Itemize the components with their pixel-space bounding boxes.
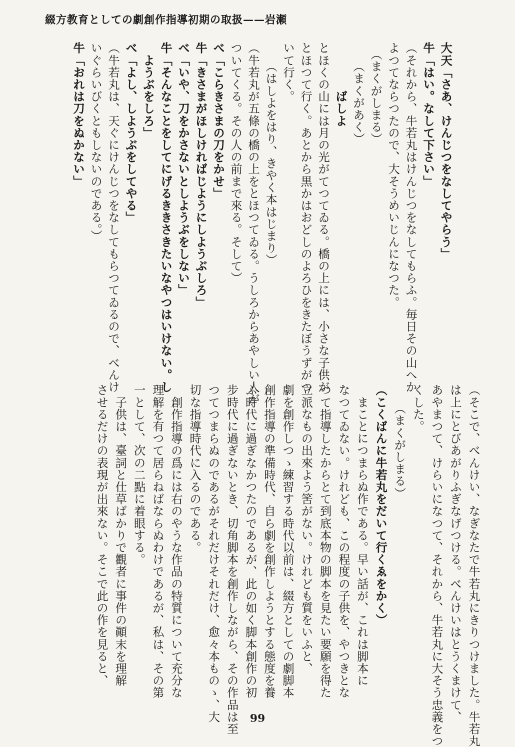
text-column: （まくがしまる） (393, 384, 408, 500)
text-column: べ「よし、しようぶをしてやる」 (124, 42, 139, 224)
text-column: なつてゐない。けれども、この程度の子供を、やつきとな (337, 384, 352, 699)
text-column: （まくがしまる） (369, 42, 384, 146)
text-column: 理解を有つて居らねばならぬわけであるが、私は、その第 (151, 384, 166, 699)
text-column: くした。 (411, 384, 426, 433)
running-header: 綴方教育としての劇創作指導初期の取扱——岩瀬 (45, 14, 287, 26)
text-column: （そこで、べんけい、なぎなたで牛若丸にきりつけました。牛若丸 (467, 384, 482, 747)
text-column: は上にとびあがりふぎなげつける。べんけいはとうくまけて、 (448, 384, 463, 723)
page-number: 99 (249, 712, 266, 725)
text-column: 牛「そんなことをしてにげるききさきたいなやつはいけない。し (159, 42, 174, 393)
text-column: ようぶをしろ」 (142, 42, 157, 139)
text-column: つて指導したからとて到底本物の脚本を見たい要願を得た (318, 384, 333, 699)
text-column: ばしよ (334, 42, 349, 127)
text-column: 牛「はい。なして下さい」 (422, 42, 437, 188)
text-column: 劇を創作しつゝ練習する時代以前は、綴方としての劇脚本 (281, 384, 296, 699)
text-column: （まくがあく） (352, 42, 367, 146)
text-column: いぐらいびくともしないのである。） (89, 42, 104, 242)
text-column: （牛若丸が五條の橋の上をとほつてゐる。うしろからあやしい人が (247, 42, 262, 405)
text-column: ふ時代に過ぎなかつたのであるが、此の如く脚本創作の初 (244, 384, 259, 699)
section-divider (70, 378, 450, 379)
text-column: 大天「さあ、けんじつをなしてやらう」 (439, 42, 454, 260)
text-column: あやまつて、けらいになつて、それから、牛若丸に大そう忠義をつ (430, 384, 445, 747)
text-column: 牛「おれは刀をぬかない」 (72, 42, 87, 188)
text-column: ついてくる。その人の前まで來る。そして） (229, 42, 244, 284)
text-column: とほくの山には月の光がてつてゐる。橋の上には、小さな子供が (317, 42, 332, 393)
text-column: させるだけの表現が出來ない。そこで此の作を見ると、 (95, 384, 110, 687)
text-column: 牛「きさまがほしければじようにしようぶしろ」 (194, 42, 209, 309)
text-column: 切な指導時代に入るのである。 (188, 384, 203, 554)
text-column: とほつて行く。あとから黒かはおどしのよろひをきたぼうずがつ (299, 42, 314, 393)
text-column: いて行く。 (282, 42, 297, 103)
text-column: つてつまらぬのであるがそれだけそれだけ、愈々本ものゝ、大 (207, 384, 222, 723)
text-column: よつてならつたので、大そうめいじんになつた。 (387, 42, 402, 309)
text-column: （こくばんに牛若丸をだいて行くゑをかく） (374, 384, 389, 626)
text-column: 步時代に過ぎないとき、切角脚本を創作しながら、その作品は至 (225, 384, 240, 735)
text-column: べ「こらきさまの刀をかせ」 (212, 42, 227, 200)
text-column: 創作指導の準備時代、自ら劇を創作しようとする態度を養 (262, 384, 277, 699)
text-column: 立派なもの出來よう筈がない。けれども質をいふと、 (300, 384, 315, 675)
text-column: まことにつまらぬ作である。早い話が、これは脚本に (355, 384, 370, 687)
text-column: 子供は、臺詞と仕草ばかりで觀者に事件の顚末を理解 (114, 384, 129, 687)
text-column: （それから、牛若丸はけんじつをなしてもらふ。毎日その山へか (404, 42, 419, 393)
text-column: 創作指導の爲には右のやうな作品の特質について充分な (169, 384, 184, 699)
text-column: （はしよをはり、きやく本はじまり） (264, 42, 279, 267)
text-column: べ「いや、刀をかさないとしようぶをしない」 (177, 42, 192, 297)
text-column: （牛若丸は、天ぐにけんじつをなしてもらつてゐるので、べんけ (107, 42, 122, 393)
text-column: 一として、次の二點に着眼する。 (132, 384, 147, 566)
